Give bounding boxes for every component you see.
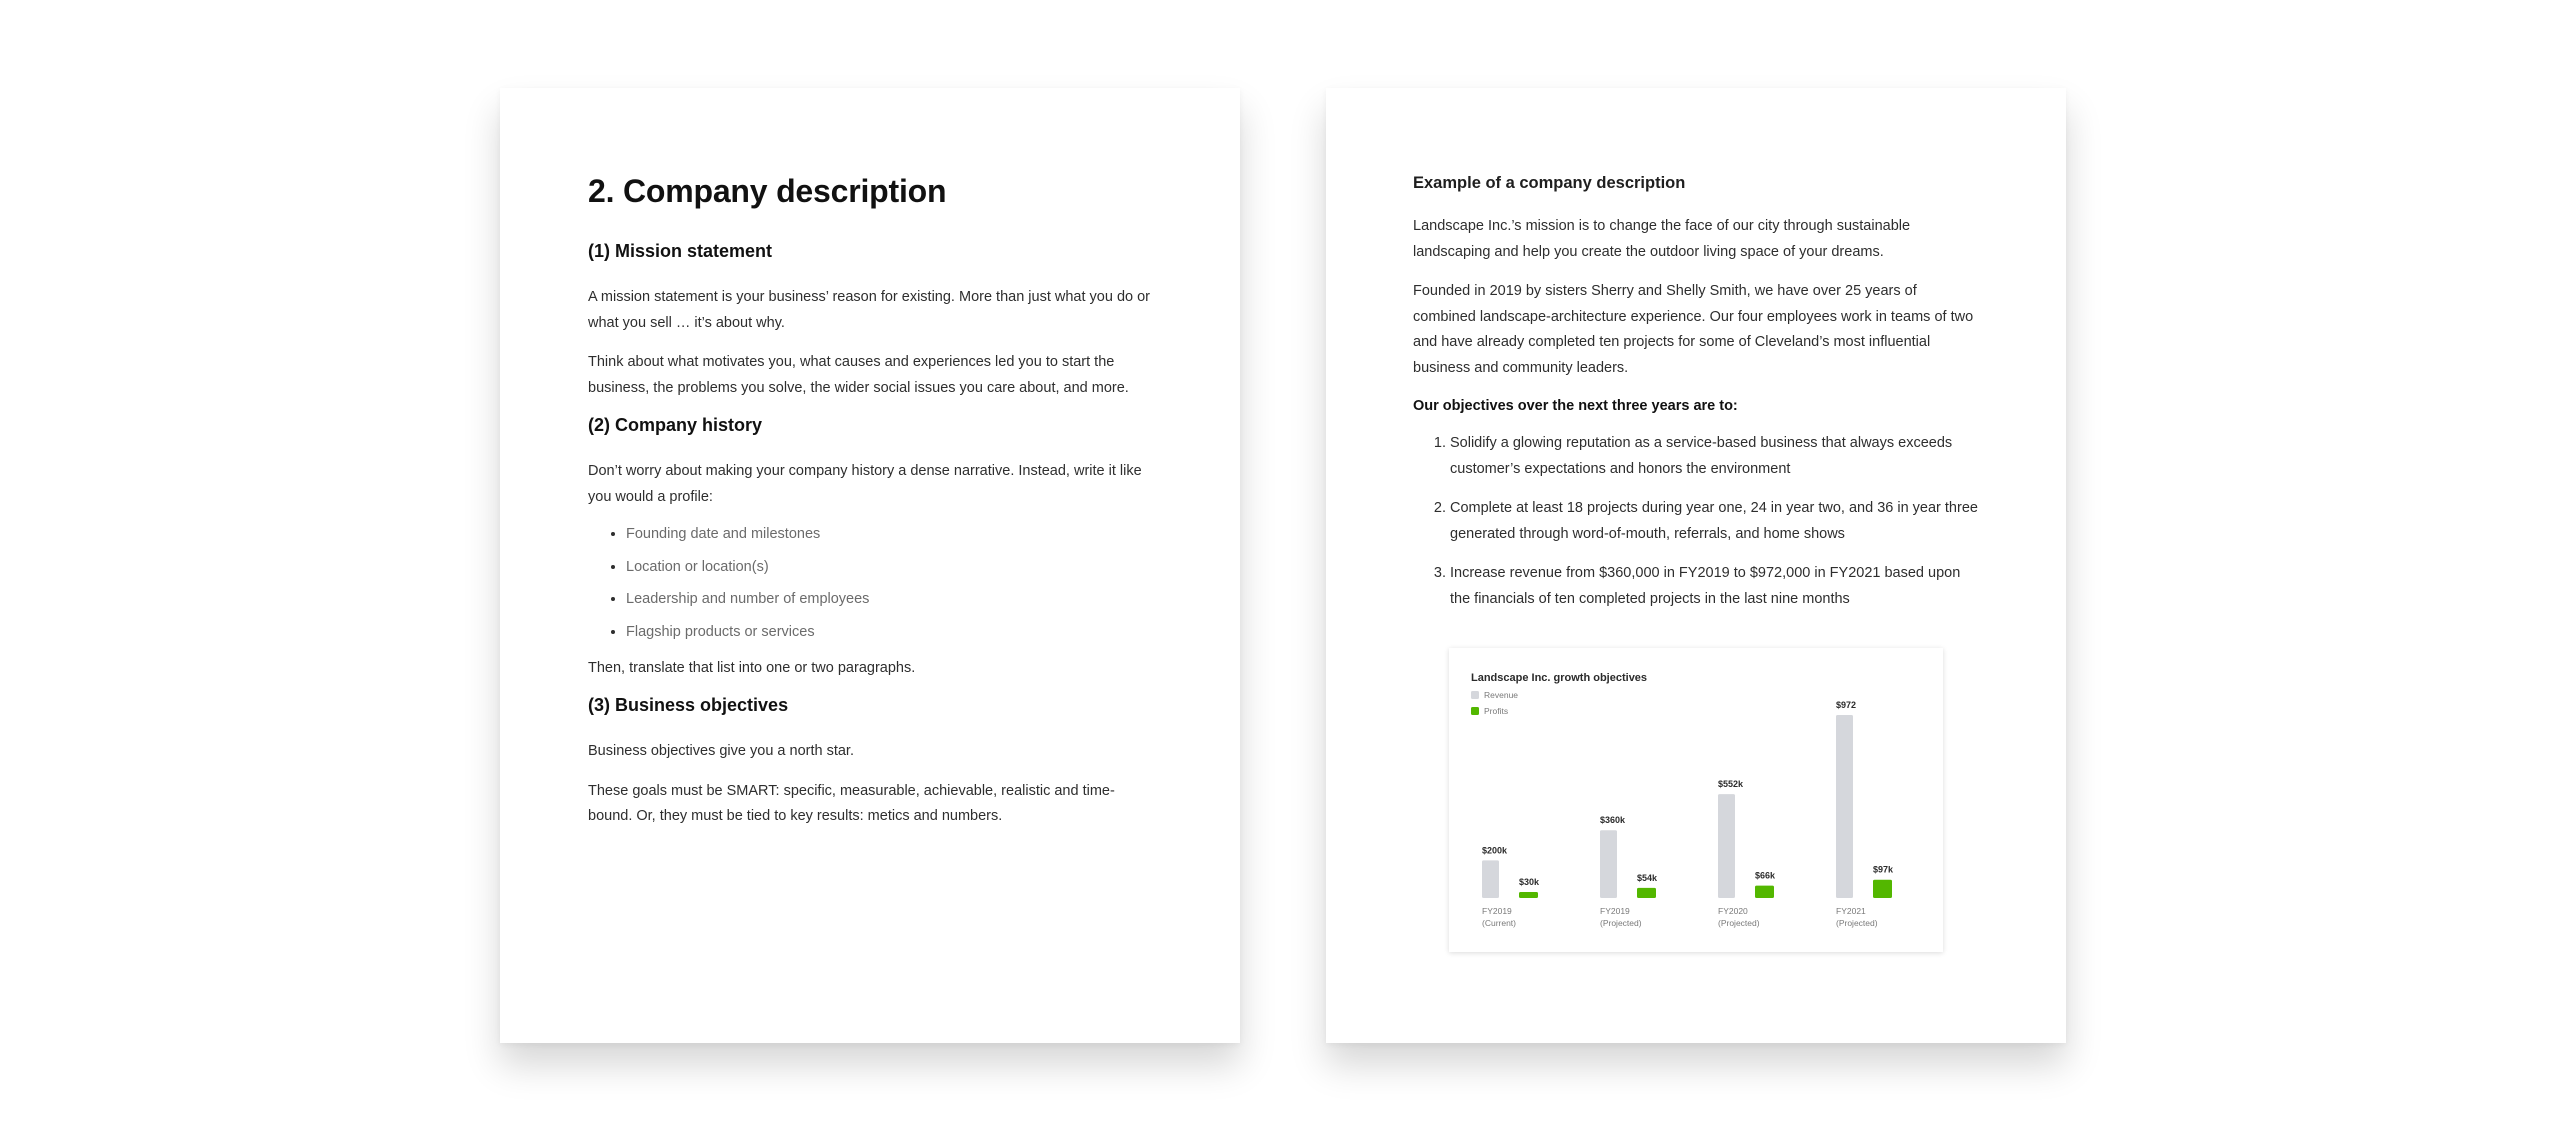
objectives-list: [1413, 431, 1980, 612]
chart-title: Landscape Inc. growth objectives: [1471, 672, 1648, 684]
bar-value-label: $972: [1836, 700, 1857, 710]
objectives-paragraph-1: Business objectives give you a north star.: [588, 743, 854, 759]
legend-swatch-profits: [1471, 707, 1479, 715]
x-tick-sublabel: (Projected): [1718, 918, 1760, 928]
objective-item: 3. Increase revenue from $360,000 in FY2019 to $972,000 in FY2021 based upon the financials of ten completed projects in the last nine months: [1450, 561, 1980, 612]
business-objectives-heading: (3) Business objectives: [588, 695, 789, 715]
objective-item: 1. Solidify a glowing reputation as a service-based business that always exceeds customer’s expectations and honors the environment: [1450, 431, 1980, 482]
bar-value-label: $66k: [1755, 870, 1776, 881]
bar-profits: [1637, 888, 1656, 898]
list-item: • Leadership and number of employees: [626, 589, 1152, 609]
bar-value-label: $97k: [1873, 864, 1894, 875]
right-page: [1326, 88, 2066, 1043]
left-page: [500, 88, 1240, 1043]
profile-list: [588, 524, 1152, 642]
legend-label-revenue: Revenue: [1484, 690, 1519, 700]
x-tick-label: FY2019: [1482, 906, 1512, 916]
list-item: • Flagship products or services: [626, 622, 1152, 642]
x-tick-label: FY2020: [1718, 906, 1748, 916]
legend-swatch-revenue: [1471, 691, 1479, 699]
bar-value-label: $552k: [1718, 779, 1744, 790]
mission-paragraph-2: Think about what motivates you, what causes and experiences led you to start the business, the problems you solve, the wider social issues you care about, and more.: [588, 354, 1129, 396]
objective-item: 2. Complete at least 18 projects during year one, 24 in year two, and 36 in year three generated through word-of-mouth, referrals, and home shows: [1450, 496, 1980, 547]
history-paragraph: Don’t worry about making your company history a dense narrative. Instead, write it like you would a profile:: [588, 463, 1142, 505]
page-title: 2. Company description: [588, 173, 947, 209]
list-item: • Founding date and milestones: [626, 524, 1152, 544]
growth-chart: [1449, 648, 1943, 952]
history-after-list: Then, translate that list into one or two paragraphs.: [588, 659, 916, 676]
x-tick-sublabel: (Current): [1482, 918, 1517, 928]
x-tick-sublabel: (Projected): [1836, 918, 1878, 928]
bar-value-label: $360k: [1600, 815, 1626, 826]
x-tick-label: FY2021: [1836, 906, 1866, 916]
bar-revenue: [1600, 830, 1617, 898]
growth-chart-card: [1449, 648, 1943, 952]
bar-revenue: [1482, 860, 1499, 898]
bar-profits: [1873, 880, 1892, 898]
bar-value-label: $54k: [1637, 872, 1658, 883]
bar-profits: [1519, 892, 1538, 898]
example-paragraph-1: Landscape Inc.’s mission is to change the face of our city through sustainable landscaping and help you create the outdoor living space of your dreams.: [1413, 218, 1911, 260]
mission-statement-heading: (1) Mission statement: [588, 241, 773, 261]
list-item: • Location or location(s): [626, 557, 1152, 577]
objectives-paragraph-2: These goals must be SMART: specific, measurable, achievable, realistic and time-bound. Or, they must be tied to key results: metics and numbers.: [588, 782, 1115, 824]
x-tick-label: FY2019: [1600, 906, 1630, 916]
bar-profits: [1755, 886, 1774, 898]
objectives-heading: Our objectives over the next three years are to:: [1413, 398, 1738, 414]
bar-revenue: [1836, 715, 1853, 898]
mission-paragraph-1: A mission statement is your business’ reason for existing. More than just what you do or what you sell … it’s about why.: [588, 289, 1151, 331]
example-title: Example of a company description: [1413, 174, 1686, 192]
bar-revenue: [1718, 794, 1735, 898]
bar-value-label: $200k: [1482, 845, 1508, 856]
company-history-heading: (2) Company history: [588, 415, 763, 435]
x-tick-sublabel: (Projected): [1600, 918, 1642, 928]
bar-value-label: $30k: [1519, 877, 1540, 887]
legend-label-profits: Profits: [1484, 706, 1509, 716]
example-paragraph-2: Founded in 2019 by sisters Sherry and Shelly Smith, we have over 25 years of combined landscape-architecture experience. Our four employees work in teams of two and have already completed ten projects for some of Cleveland’s most influential business and community leaders.: [1413, 283, 1974, 376]
